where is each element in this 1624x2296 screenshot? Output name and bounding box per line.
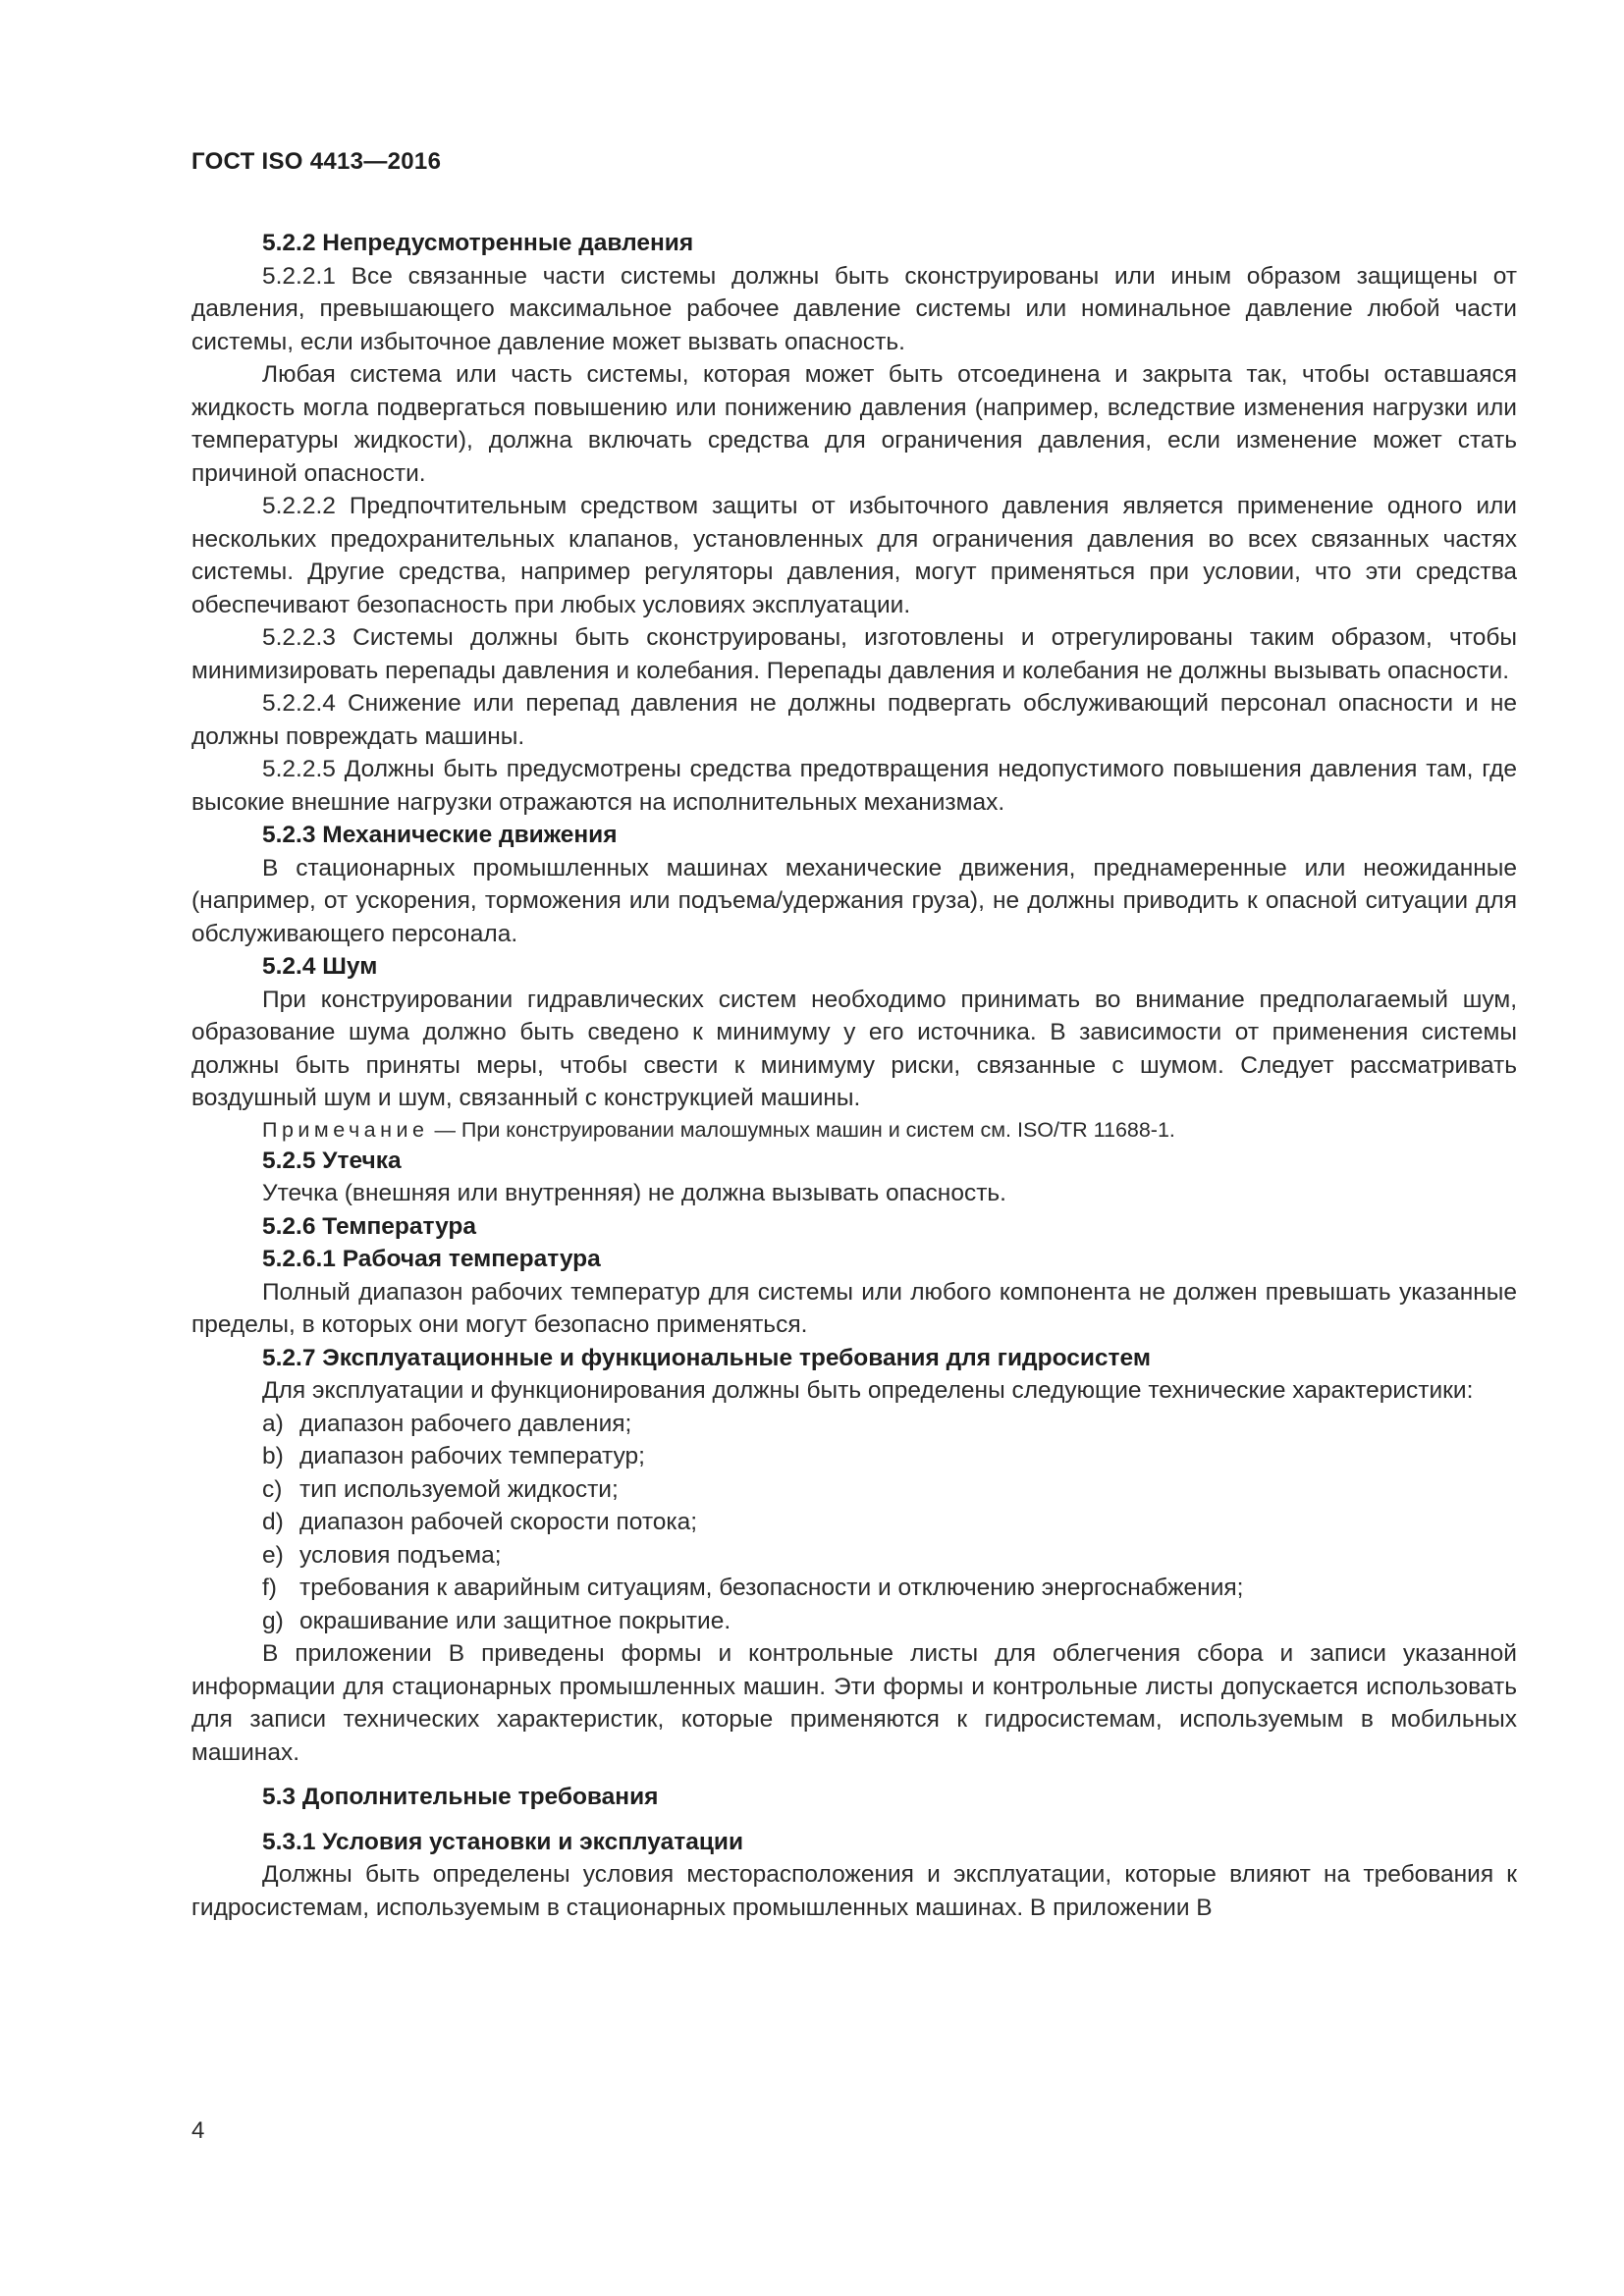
paragraph: В стационарных промышленных машинах механические движения, преднамеренные или неожиданные (например, от ускорения, торможения или подъема/удержания груза), не должны приводить к опасной ситуации для обслуживающего персонала. [191,854,1517,947]
paragraph: 5.2.2.2 Предпочтительным средством защиты от избыточного давления является применение одного или нескольких предохранительных клапанов, установленных для ограничения давления во всех связанных частях системы. Другие средства, например регуляторы давления, могут применяться при условии, что эти средства обеспечивают безопасность при любых условиях эксплуатации. [191,493,1517,618]
section-heading-5-3: 5.3 Дополнительные требования [262,1784,659,1810]
list-item-text: окрашивание или защитное покрытие. [299,1607,731,1634]
note-label: Примечание [262,1117,429,1142]
note-text: — При конструировании малошумных машин и систем см. ISO/TR 11688-1. [434,1117,1175,1142]
paragraph: Утечка (внешняя или внутренняя) не должна вызывать опасность. [262,1180,1006,1206]
list-item-letter: f) [262,1575,277,1601]
list-item-text: требования к аварийным ситуациям, безопасности и отключению энергоснабжения; [299,1575,1244,1601]
list-item-letter: a) [262,1410,284,1437]
list-item-text: условия подъема; [299,1541,502,1569]
document-body [191,227,1517,1924]
paragraph: Для эксплуатации и функционирования должны быть определены следующие технические характеристики: [262,1377,1474,1404]
list-item-text: диапазон рабочего давления; [299,1410,632,1437]
list-item-letter: d) [262,1509,284,1535]
list-item-letter: e) [262,1541,284,1569]
paragraph: 5.2.2.5 Должны быть предусмотрены средства предотвращения недопустимого повышения давления там, где высокие внешние нагрузки отражаются на исполнительных механизмах. [191,756,1517,816]
paragraph: 5.2.2.1 Все связанные части системы должны быть сконструированы или иным образом защищены от давления, превышающего максимальное рабочее давление системы или номинальное давление любой части системы, если избыточное давление может вызвать опасность. [191,262,1517,355]
section-heading-5-2-5: 5.2.5 Утечка [262,1147,402,1174]
list-item [262,1605,1517,1638]
paragraph: Должны быть определены условия месторасположения и эксплуатации, которые влияют на требования к гидросистемам, используемым в стационарных промышленных машинах. В приложении В [191,1861,1517,1921]
section-heading-5-2-7: 5.2.7 Эксплуатационные и функциональные требования для гидросистем [262,1344,1151,1371]
list-item-text: тип используемой жидкости; [299,1475,619,1503]
list-item [262,1506,1517,1539]
section-heading-5-2-2: 5.2.2 Непредусмотренные давления [262,230,694,256]
note [191,1115,1517,1145]
list-item-text: диапазон рабочей скорости потока; [299,1509,698,1535]
paragraph: В приложении В приведены формы и контрольные листы для облегчения сбора и записи указанной информации для стационарных промышленных машин. Эти формы и контрольные листы допускается использовать для записи технических характеристик, которые применяются к гидросистемам, используемым в мобильных машинах. [191,1640,1517,1766]
paragraph: Любая система или часть системы, которая может быть отсоединена и закрыта так, чтобы оставшаяся жидкость могла подвергаться повышению или понижению давления (например, вследствие изменения нагрузки или температуры жидкости), должна включать средства для ограничения давления, если изменение может стать причиной опасности. [191,361,1517,487]
list-item-text: диапазон рабочих температур; [299,1443,645,1469]
paragraph: 5.2.2.3 Системы должны быть сконструированы, изготовлены и отрегулированы таким образом, чтобы минимизировать перепады давления и колебания. Перепады давления и колебания не должны вызывать опасности. [191,624,1517,684]
section-heading-5-2-6-1: 5.2.6.1 Рабочая температура [262,1246,601,1272]
list-item [262,1473,1517,1507]
paragraph: Полный диапазон рабочих температур для системы или любого компонента не должен превышать указанные пределы, в которых они могут безопасно применяться. [191,1278,1517,1338]
section-heading-5-2-6: 5.2.6 Температура [262,1212,476,1240]
page-number: 4 [191,2117,205,2144]
list-item-letter: c) [262,1475,283,1503]
list-item-letter: b) [262,1443,284,1469]
paragraph: При конструировании гидравлических систем необходимо принимать во внимание предполагаемый шум, образование шума должно быть сведено к минимуму у его источника. В зависимости от применения системы должны быть приняты меры, чтобы свести к минимуму риски, связанные с шумом. Следует рассматривать воздушный шум и шум, связанный с конструкцией машины. [191,986,1517,1111]
section-heading-5-2-3: 5.2.3 Механические движения [262,822,618,848]
section-heading-5-3-1: 5.3.1 Условия установки и эксплуатации [262,1828,744,1855]
paragraph: 5.2.2.4 Снижение или перепад давления не должны подвергать обслуживающий персонал опасности и не должны повреждать машины. [191,690,1517,750]
section-heading-5-2-4: 5.2.4 Шум [262,953,378,980]
list-item-letter: g) [262,1607,284,1634]
requirements-list [191,1408,1517,1638]
list-item [262,1408,1517,1441]
list-item [262,1572,1517,1605]
list-item [262,1440,1517,1473]
list-item [262,1539,1517,1573]
document-code-header: ГОСТ ISO 4413—2016 [191,148,442,175]
